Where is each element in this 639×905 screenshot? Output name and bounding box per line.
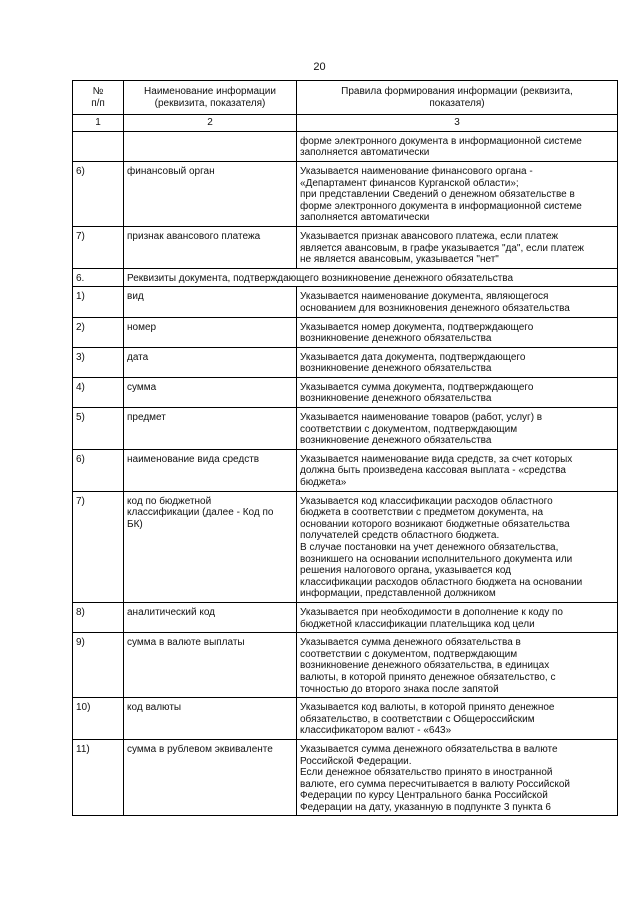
- table-row: [73, 287, 618, 317]
- formation-rule: [297, 287, 618, 317]
- row-number: 4): [73, 377, 124, 407]
- column-number: 2: [124, 115, 297, 132]
- page-number: 20: [313, 61, 326, 73]
- formation-rule-line: Указывается наименование вида средств, за счет которых: [300, 453, 573, 465]
- formation-rule-line: основании которого возникают бюджетные обязательства: [300, 518, 570, 530]
- requisite-name: [124, 287, 297, 317]
- formation-rule-line: Указывается сумма документа, подтверждающего: [300, 381, 534, 393]
- formation-rule-line: точностью до второго знака после запятой: [300, 683, 499, 695]
- formation-rule-line: Российской Федерации.: [300, 755, 412, 767]
- formation-rule-line: В случае постановки на учет денежного обязательства,: [300, 542, 559, 553]
- formation-rule-line: получателей средств областного бюджета.: [300, 530, 500, 542]
- requisite-name-line: классификации (далее - Код по: [127, 507, 274, 519]
- requisite-name-line: аналитический код: [127, 606, 215, 618]
- column-number: 1: [73, 115, 124, 132]
- formation-rule-line: Если денежное обязательство принято в иностранной: [300, 767, 553, 779]
- formation-rule-line: Указывается наименование документа, являющегося: [300, 291, 549, 303]
- formation-rule-line: основанием для возникновения денежного обязательства: [300, 302, 570, 314]
- requisite-name-line: вид: [127, 291, 144, 303]
- formation-rule-line: соответствии с документом, подтверждающим: [300, 648, 518, 660]
- formation-rule: [297, 739, 618, 816]
- row-number: 3): [73, 347, 124, 377]
- requisite-name-line: наименование вида средств: [127, 453, 260, 465]
- column-number: 3: [297, 115, 618, 132]
- formation-rule-line: является авансовым, в графе указывается "да", если платеж: [300, 242, 584, 254]
- formation-rule: [297, 347, 618, 377]
- formation-rule-line: при представлении Сведений о денежном обязательстве в: [300, 189, 575, 201]
- header-rules-line: показателя): [429, 97, 485, 109]
- formation-rule: [297, 317, 618, 347]
- header-name-line: (реквизита, показателя): [154, 97, 266, 109]
- table-row: [73, 633, 618, 698]
- requisite-name-line: дата: [127, 351, 149, 363]
- formation-rule-line: решения налогового органа, указывается код: [300, 565, 512, 577]
- requisite-name: [124, 739, 297, 816]
- formation-rule-line: Указывается сумма денежного обязательства в валюте: [300, 743, 558, 755]
- table-row: [73, 226, 618, 268]
- requisite-name: [124, 602, 297, 632]
- formation-rule: [297, 226, 618, 268]
- row-number: 9): [73, 633, 124, 698]
- table-row: [73, 491, 618, 602]
- formation-rule: [297, 698, 618, 740]
- table-row: [73, 317, 618, 347]
- header-rules-line: Правила формирования информации (реквизита,: [341, 86, 573, 97]
- requisite-name-line: сумма: [127, 381, 157, 393]
- row-number: 1): [73, 287, 124, 317]
- header-number: [73, 81, 124, 115]
- formation-rule-line: Федерации по курсу Центрального банка Российской: [300, 790, 548, 802]
- header-name: [124, 81, 297, 115]
- formation-rule-line: «Департамент финансов Курганской области»;: [300, 177, 519, 189]
- requisite-name: [124, 698, 297, 740]
- formation-rule-line: соответствии с документом, подтверждающим: [300, 423, 518, 435]
- table-header-row: [73, 81, 618, 115]
- formation-rule-line: заполняется автоматически: [300, 147, 430, 159]
- formation-rule-line: информации, представленной должником: [300, 588, 496, 600]
- formation-rule-line: Указывается наименование финансового органа -: [300, 165, 533, 177]
- formation-rule-line: Указывается код валюты, в которой принято денежное: [300, 702, 555, 714]
- section-row: [73, 268, 618, 287]
- header-number-line: п/п: [91, 97, 105, 109]
- formation-rule: [297, 602, 618, 632]
- table-row: [73, 408, 618, 450]
- requisite-name-line: номер: [127, 321, 157, 333]
- row-number: 5): [73, 408, 124, 450]
- formation-rule-line: возникновение денежного обязательства: [300, 435, 492, 447]
- requisite-name: [124, 633, 297, 698]
- formation-rule-line: Указывается наименование товаров (работ, услуг) в: [300, 412, 543, 424]
- formation-rule-line: возникшего на основании исполнительного документа или: [300, 553, 573, 565]
- requisite-name-line: код по бюджетной: [127, 495, 212, 507]
- row-number: 7): [73, 491, 124, 602]
- formation-rule: [297, 408, 618, 450]
- row-number: [73, 131, 124, 161]
- column-numbers-row: [73, 115, 618, 132]
- requisite-name: [124, 449, 297, 491]
- row-number: 2): [73, 317, 124, 347]
- formation-rule-line: Указывается сумма денежного обязательства в: [300, 637, 521, 649]
- requisite-name-line: признак авансового платежа: [127, 230, 261, 242]
- table-row: [73, 131, 618, 161]
- formation-rule: [297, 491, 618, 602]
- requisite-name: [124, 131, 297, 161]
- formation-rule-line: возникновение денежного обязательства: [300, 393, 492, 405]
- requisite-name: [124, 161, 297, 226]
- header-rules: [297, 81, 618, 115]
- table-row: [73, 347, 618, 377]
- requisites-table: [72, 80, 618, 816]
- formation-rule: [297, 377, 618, 407]
- formation-rule: [297, 633, 618, 698]
- requisite-name: [124, 491, 297, 602]
- requisite-name-line: сумма в валюте выплаты: [127, 637, 245, 649]
- formation-rule-line: обязательство, в соответствии с Общероссийским: [300, 713, 535, 725]
- header-name-line: Наименование информации: [144, 86, 276, 97]
- table-row: [73, 377, 618, 407]
- formation-rule-line: форме электронного документа в информационной системе: [300, 135, 582, 147]
- requisite-name-line: финансовый орган: [127, 165, 215, 177]
- table-row: [73, 602, 618, 632]
- formation-rule-line: возникновение денежного обязательства: [300, 333, 492, 345]
- formation-rule-line: классификации расходов областного бюджета на основании: [300, 576, 583, 588]
- requisite-name-line: сумма в рублевом эквиваленте: [127, 743, 273, 755]
- row-number: 8): [73, 602, 124, 632]
- table-row: [73, 698, 618, 740]
- formation-rule-line: бюджета»: [300, 477, 347, 489]
- formation-rule: [297, 449, 618, 491]
- formation-rule-line: Федерации на дату, указанную в подпункте 3 пункта 6: [300, 801, 551, 813]
- requisite-name: [124, 347, 297, 377]
- formation-rule-line: Указывается код классификации расходов областного: [300, 495, 553, 507]
- formation-rule-line: классификатором валют - «643»: [300, 725, 452, 737]
- requisite-name: [124, 317, 297, 347]
- formation-rule: [297, 161, 618, 226]
- formation-rule-line: возникновение денежного обязательства, в единицах: [300, 660, 550, 672]
- requisite-name-line: БК): [127, 518, 143, 530]
- requisite-name-line: код валюты: [127, 702, 182, 714]
- formation-rule-line: Указывается при необходимости в дополнение к коду по: [300, 606, 563, 618]
- row-number: 11): [73, 739, 124, 816]
- row-number: 7): [73, 226, 124, 268]
- header-number-line: №: [92, 86, 104, 97]
- formation-rule-line: Указывается номер документа, подтверждающего: [300, 321, 534, 333]
- row-number: 10): [73, 698, 124, 740]
- requisite-name: [124, 377, 297, 407]
- table-row: [73, 161, 618, 226]
- formation-rule-line: должна быть произведена кассовая выплата - «средства: [300, 465, 566, 477]
- formation-rule-line: валюты, в которой принято денежное обязательство, с: [300, 671, 556, 683]
- formation-rule-line: не является авансовым, указывается "нет": [300, 254, 499, 266]
- requisite-name: [124, 226, 297, 268]
- requisite-name-line: предмет: [127, 412, 166, 424]
- formation-rule: [297, 131, 618, 161]
- table-row: [73, 449, 618, 491]
- formation-rule-line: Указывается дата документа, подтверждающего: [300, 351, 526, 363]
- formation-rule-line: форме электронного документа в информационной системе: [300, 200, 582, 212]
- requisite-name: [124, 408, 297, 450]
- formation-rule-line: заполняется автоматически: [300, 212, 430, 224]
- section-title: Реквизиты документа, подтверждающего возникновение денежного обязательства: [124, 268, 618, 287]
- row-number: 6.: [73, 268, 124, 287]
- formation-rule-line: валюте, его сумма пересчитывается в валюту Российской: [300, 778, 571, 790]
- formation-rule-line: Указывается признак авансового платежа, если платеж: [300, 230, 559, 242]
- formation-rule-line: возникновение денежного обязательства: [300, 363, 492, 375]
- row-number: 6): [73, 161, 124, 226]
- row-number: 6): [73, 449, 124, 491]
- table-row: [73, 739, 618, 816]
- formation-rule-line: бюджета в соответствии с предметом документа, на: [300, 507, 544, 519]
- formation-rule-line: бюджетной классификации плательщика код цели: [300, 618, 535, 630]
